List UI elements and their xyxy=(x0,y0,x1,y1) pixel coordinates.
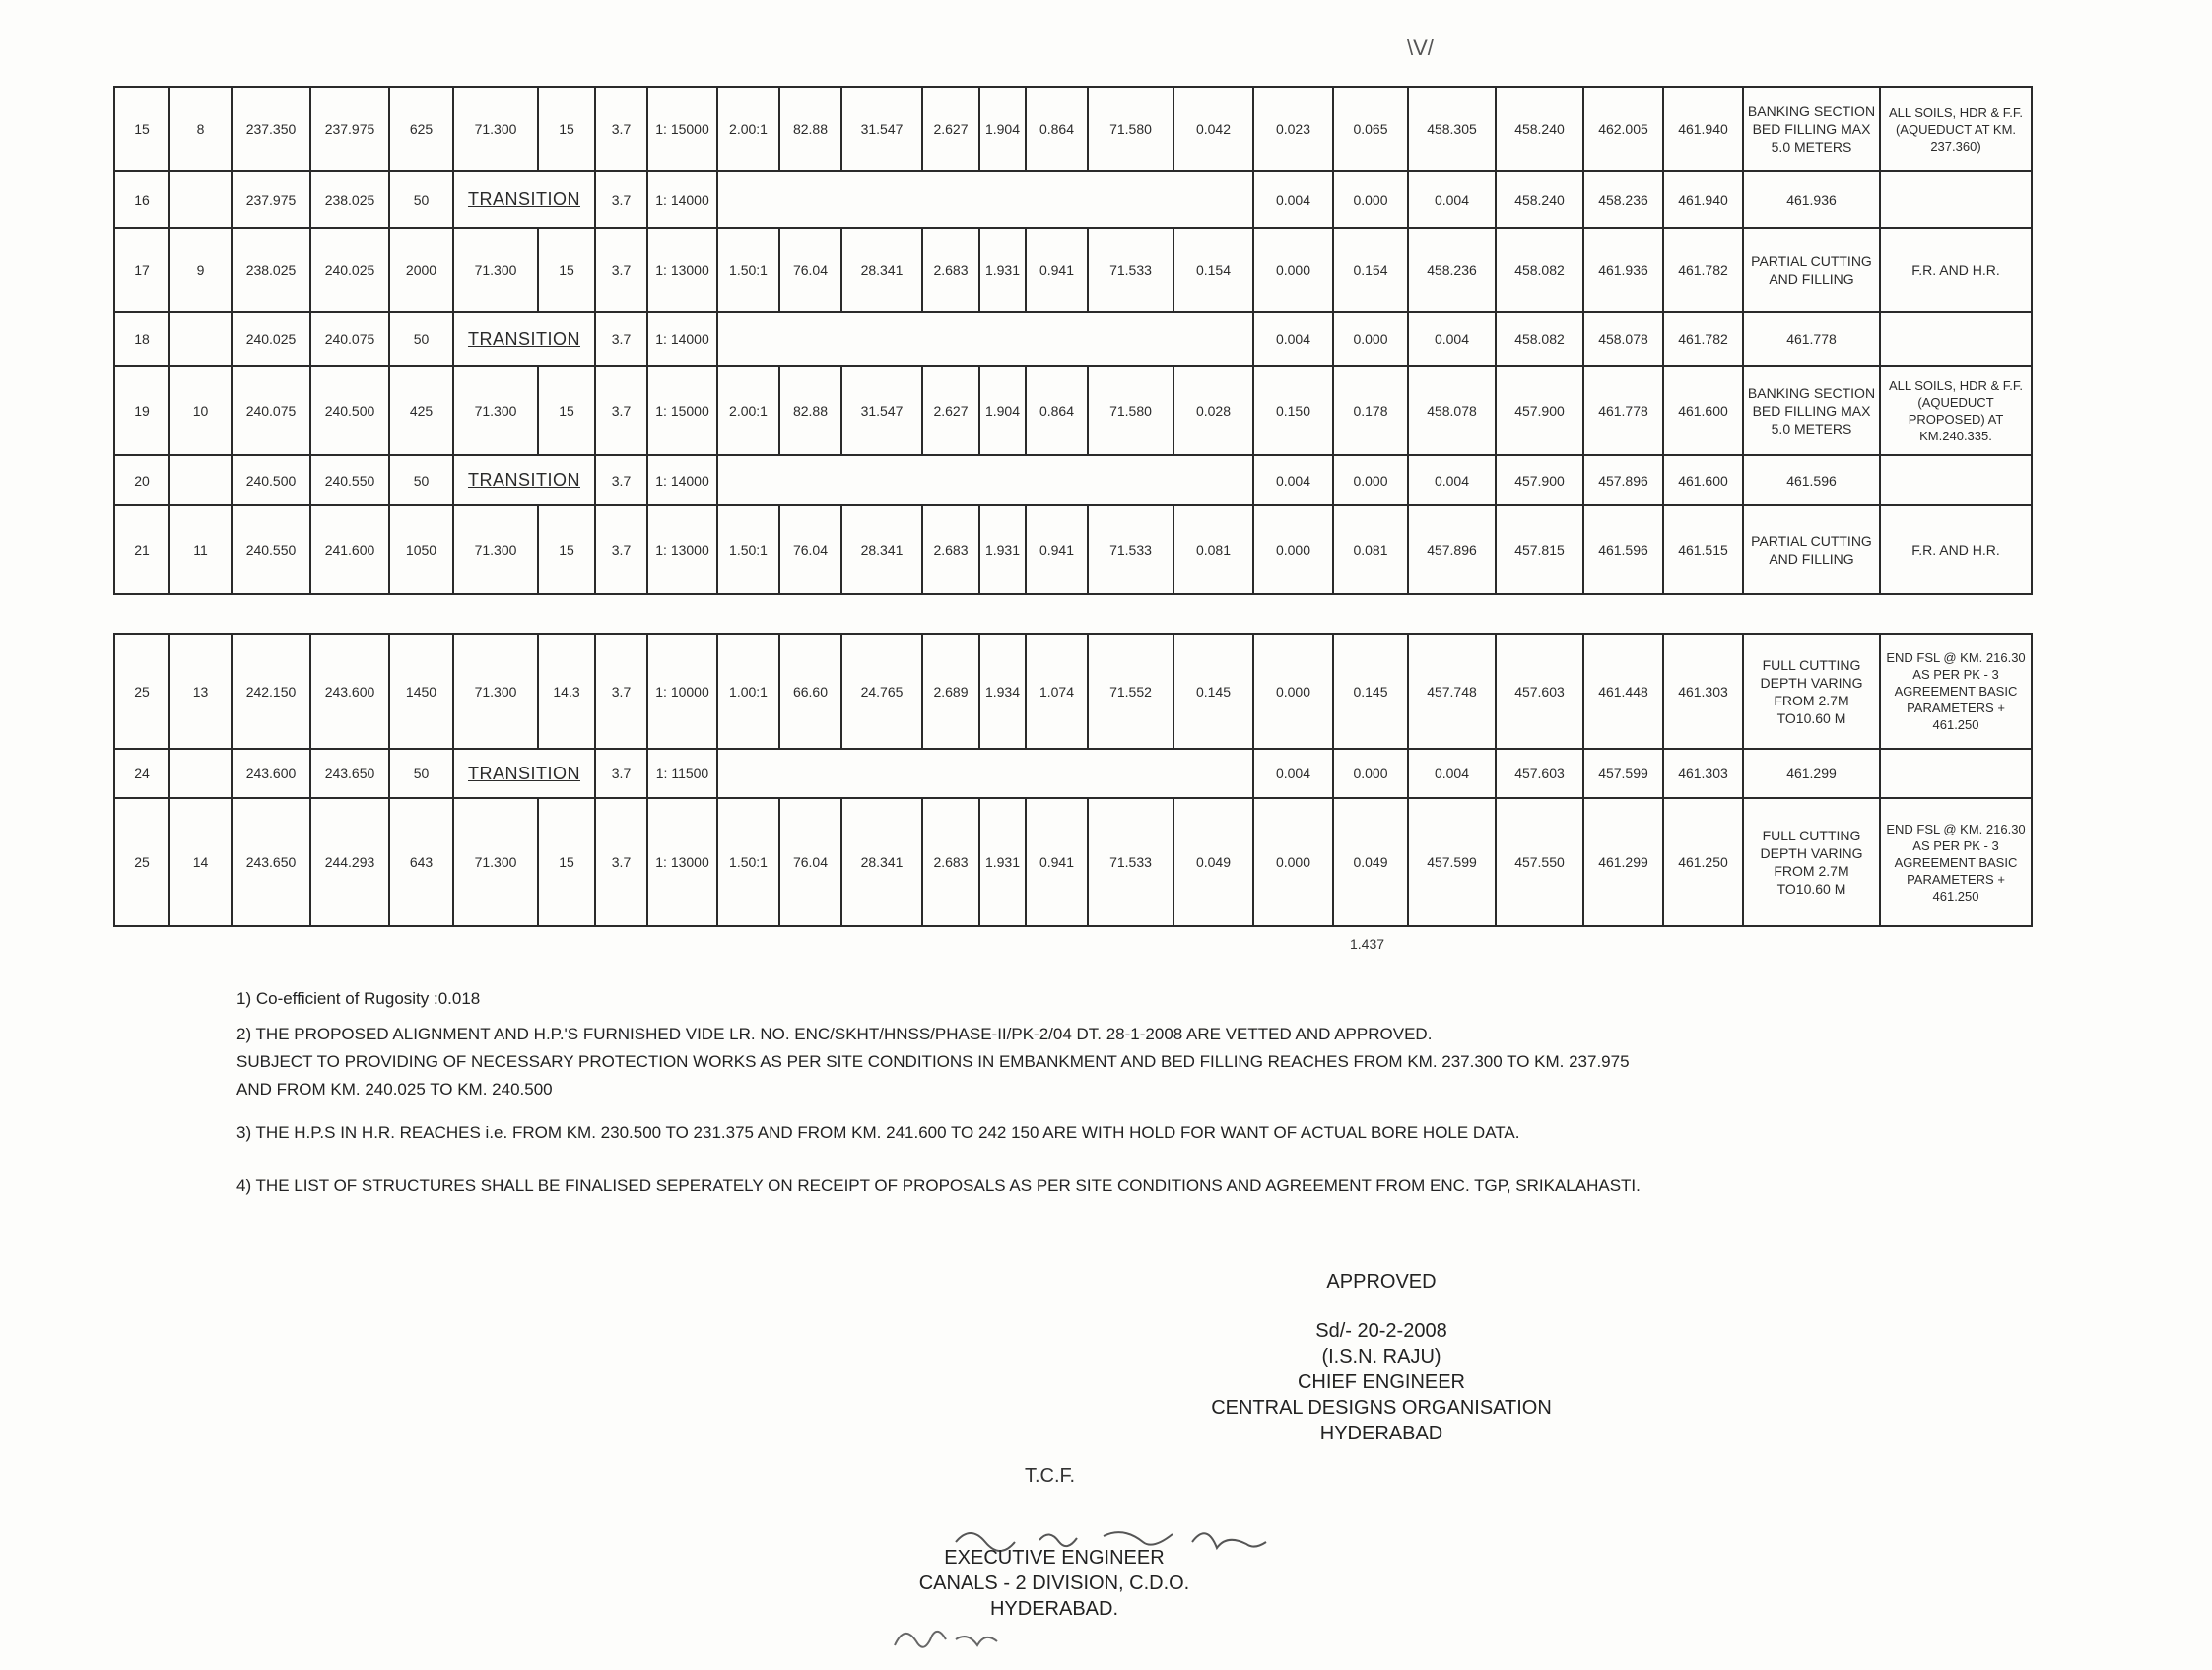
cell-v: 0.864 xyxy=(1026,87,1088,171)
cell-r: 2.627 xyxy=(922,87,979,171)
cell-type_sec: FULL CUTTING DEPTH VARING FROM 2.7M TO10.60 M xyxy=(1743,634,1880,749)
cell-d: 3.7 xyxy=(595,798,647,926)
approval-date: Sd/- 20-2-2008 xyxy=(1315,1320,1447,1342)
transition-row xyxy=(114,312,2032,366)
cell-hl1: 0.004 xyxy=(1253,749,1333,798)
cell-bl1: 458.236 xyxy=(1408,228,1496,312)
cell-from: 240.075 xyxy=(232,366,310,455)
cell-sl: 17 xyxy=(114,228,169,312)
cell-to: 243.600 xyxy=(310,634,389,749)
cell-hl1: 0.004 xyxy=(1253,171,1333,228)
cell-hl2: 0.000 xyxy=(1333,455,1408,505)
cell-r23: 1.904 xyxy=(979,366,1026,455)
cell-d: 3.7 xyxy=(595,87,647,171)
ee-city: HYDERABAD. xyxy=(989,1598,1119,1620)
note-2-cont-2: AND FROM KM. 240.025 TO KM. 240.500 xyxy=(236,1080,553,1099)
cell-remarks: END FSL @ KM. 216.30 AS PER PK - 3 AGREEMENT BASIC PARAMETERS + 461.250 xyxy=(1880,798,2032,926)
cell-fsl2: 461.782 xyxy=(1663,228,1743,312)
note-2: 2) THE PROPOSED ALIGNMENT AND H.P.'S FURNISHED VIDE LR. NO. ENC/SKHT/HNSS/PHASE-II/PK-2/04 DT. 28-1-2008 ARE VETTED AND APPROVED. xyxy=(236,1025,1433,1043)
cell-b: 15 xyxy=(538,87,595,171)
cell-hl2: 0.000 xyxy=(1253,634,1333,749)
transition-row xyxy=(114,171,2032,228)
cell-to: 241.600 xyxy=(310,505,389,594)
cell-type_sec: BANKING SECTION BED FILLING MAX 5.0 METERS xyxy=(1743,87,1880,171)
cell-from: 243.650 xyxy=(232,798,310,926)
cell-ss: 1.50:1 xyxy=(717,228,779,312)
cell-bl1: 457.896 xyxy=(1408,505,1496,594)
cell-len: 643 xyxy=(389,798,453,926)
transition-label: TRANSITION xyxy=(467,189,580,209)
cell-sl: 25 xyxy=(114,634,169,749)
cell-slope: 1: 13000 xyxy=(647,228,717,312)
empty-cell xyxy=(169,455,232,505)
cell-b: 15 xyxy=(538,366,595,455)
cell-qc: 71.533 xyxy=(1088,228,1173,312)
cell-to: 243.650 xyxy=(310,749,389,798)
cell-r: 2.689 xyxy=(922,634,979,749)
cell-ss: 2.00:1 xyxy=(717,87,779,171)
cell-len: 1050 xyxy=(389,505,453,594)
initials-mark xyxy=(887,1616,1025,1660)
page-total: 1.437 xyxy=(1350,936,1385,952)
cell-from: 242.150 xyxy=(232,634,310,749)
transition-label-cell xyxy=(453,312,595,366)
cell-slope: 1: 13000 xyxy=(647,505,717,594)
cell-hlt: 0.154 xyxy=(1333,228,1408,312)
cell-to: 240.025 xyxy=(310,228,389,312)
cell-per: 28.341 xyxy=(841,798,922,926)
cell-reach: 14 xyxy=(169,798,232,926)
cell-to: 244.293 xyxy=(310,798,389,926)
cell-sl: 19 xyxy=(114,366,169,455)
approval-block xyxy=(1204,1269,1559,1446)
cell-fsl1: 461.448 xyxy=(1583,634,1663,749)
cell-len: 625 xyxy=(389,87,453,171)
cell-area: 82.88 xyxy=(779,87,841,171)
cell-reach: 11 xyxy=(169,505,232,594)
cell-remarks: ALL SOILS, HDR & F.F. (AQUEDUCT AT KM. 237.360) xyxy=(1880,87,2032,171)
empty-cell xyxy=(1880,455,2032,505)
cell-bl1: 457.900 xyxy=(1496,455,1583,505)
cell-qc: 71.552 xyxy=(1088,634,1173,749)
cell-sl: 24 xyxy=(114,749,169,798)
cell-bl1: 457.599 xyxy=(1408,798,1496,926)
notes-section xyxy=(236,985,2010,1200)
cell-qc: 71.580 xyxy=(1088,366,1173,455)
cell-fsl2: 461.515 xyxy=(1663,505,1743,594)
table-gap-row xyxy=(114,594,2032,634)
cell-len: 50 xyxy=(389,749,453,798)
table-row xyxy=(114,228,2032,312)
cell-type_sec: PARTIAL CUTTING AND FILLING xyxy=(1743,505,1880,594)
cell-reach: 10 xyxy=(169,366,232,455)
cell-d: 3.7 xyxy=(595,455,647,505)
table-row xyxy=(114,798,2032,926)
cell-fsl1: 461.596 xyxy=(1583,505,1663,594)
cell-slope: 1: 11500 xyxy=(647,749,717,798)
cell-slope: 1: 15000 xyxy=(647,366,717,455)
cell-v: 0.941 xyxy=(1026,798,1088,926)
cell-bl2: 457.900 xyxy=(1496,366,1583,455)
cell-len: 1450 xyxy=(389,634,453,749)
note-1: 1) Co-efficient of Rugosity :0.018 xyxy=(236,989,481,1008)
cell-area: 76.04 xyxy=(779,798,841,926)
cell-from: 237.350 xyxy=(232,87,310,171)
ee-division: CANALS - 2 DIVISION, C.D.O. xyxy=(918,1572,1190,1594)
cell-d: 3.7 xyxy=(595,505,647,594)
cell-hlt: 0.081 xyxy=(1333,505,1408,594)
approver-name: (I.S.N. RAJU) xyxy=(1321,1346,1441,1368)
cell-bl1: 457.603 xyxy=(1496,749,1583,798)
cell-bl2: 458.236 xyxy=(1583,171,1663,228)
cell-per: 24.765 xyxy=(841,634,922,749)
cell-area: 76.04 xyxy=(779,505,841,594)
cell-len: 50 xyxy=(389,312,453,366)
transition-label-cell xyxy=(453,171,595,228)
cell-fsl2: 461.600 xyxy=(1663,366,1743,455)
cell-v: 0.941 xyxy=(1026,505,1088,594)
cell-from: 237.975 xyxy=(232,171,310,228)
cell-hlt: 0.049 xyxy=(1333,798,1408,926)
cell-len: 50 xyxy=(389,171,453,228)
cell-hl1: 0.145 xyxy=(1173,634,1253,749)
executive-engineer-block xyxy=(887,1545,1222,1622)
gap-cell xyxy=(114,594,2032,634)
cell-reach: 13 xyxy=(169,634,232,749)
cell-hl2: 0.000 xyxy=(1333,312,1408,366)
note-4: 4) THE LIST OF STRUCTURES SHALL BE FINALISED SEPERATELY ON RECEIPT OF PROPOSALS AS PER SITE CONDITIONS AND AGREEMENT FROM ENC. TGP, SRIKALAHASTI. xyxy=(236,1176,1641,1195)
cell-per: 28.341 xyxy=(841,505,922,594)
cell-fsl1: 461.299 xyxy=(1583,798,1663,926)
approver-org: CENTRAL DESIGNS ORGANISATION xyxy=(1211,1397,1552,1419)
cell-from: 240.025 xyxy=(232,312,310,366)
empty-cell xyxy=(717,749,1253,798)
note-3: 3) THE H.P.S IN H.R. REACHES i.e. FROM KM. 230.500 TO 231.375 AND FROM KM. 241.600 TO 242 150 ARE WITH HOLD FOR WANT OF ACTUAL BORE HOLE DATA. xyxy=(236,1123,1520,1142)
cell-hlt: 0.065 xyxy=(1333,87,1408,171)
cell-from: 243.600 xyxy=(232,749,310,798)
cell-d: 3.7 xyxy=(595,312,647,366)
cell-hl1: 0.154 xyxy=(1173,228,1253,312)
cell-r: 2.683 xyxy=(922,228,979,312)
cell-sl: 15 xyxy=(114,87,169,171)
cell-qc: 71.533 xyxy=(1088,505,1173,594)
cell-r: 2.627 xyxy=(922,366,979,455)
cell-fsl2: 461.940 xyxy=(1663,87,1743,171)
header-mark: \V/ xyxy=(1407,35,1434,60)
cell-hlt: 0.004 xyxy=(1408,455,1496,505)
cell-r23: 1.931 xyxy=(979,798,1026,926)
cell-hlt: 0.145 xyxy=(1333,634,1408,749)
cell-bl2: 457.896 xyxy=(1583,455,1663,505)
transition-label: TRANSITION xyxy=(467,328,580,349)
cell-bl1: 457.748 xyxy=(1408,634,1496,749)
cell-to: 237.975 xyxy=(310,87,389,171)
cell-r23: 1.931 xyxy=(979,505,1026,594)
transition-label-cell xyxy=(453,455,595,505)
table-row xyxy=(114,87,2032,171)
cell-to: 238.025 xyxy=(310,171,389,228)
cell-hl2: 0.150 xyxy=(1253,366,1333,455)
empty-cell xyxy=(717,312,1253,366)
cell-ss: 1.50:1 xyxy=(717,798,779,926)
cell-b: 14.3 xyxy=(538,634,595,749)
cell-qc: 71.533 xyxy=(1088,798,1173,926)
cell-q: 71.300 xyxy=(453,505,538,594)
cell-ss: 1.00:1 xyxy=(717,634,779,749)
table-row xyxy=(114,505,2032,594)
cell-fsl2: 461.596 xyxy=(1743,455,1880,505)
hydraulic-particulars-table xyxy=(113,86,2033,927)
cell-slope: 1: 14000 xyxy=(647,171,717,228)
cell-fsl1: 461.600 xyxy=(1663,455,1743,505)
cell-q: 71.300 xyxy=(453,798,538,926)
cell-hl1: 0.049 xyxy=(1173,798,1253,926)
cell-fsl2: 461.299 xyxy=(1743,749,1880,798)
cell-remarks: F.R. AND H.R. xyxy=(1880,505,2032,594)
cell-v: 1.074 xyxy=(1026,634,1088,749)
cell-remarks: F.R. AND H.R. xyxy=(1880,228,2032,312)
empty-cell xyxy=(169,312,232,366)
cell-qc: 71.580 xyxy=(1088,87,1173,171)
cell-fsl1: 461.303 xyxy=(1663,749,1743,798)
approved-title: APPROVED xyxy=(1326,1271,1437,1293)
cell-r23: 1.904 xyxy=(979,87,1026,171)
cell-type_sec: PARTIAL CUTTING AND FILLING xyxy=(1743,228,1880,312)
empty-cell xyxy=(717,455,1253,505)
cell-r: 2.683 xyxy=(922,798,979,926)
empty-cell xyxy=(169,749,232,798)
cell-to: 240.075 xyxy=(310,312,389,366)
empty-cell xyxy=(1880,171,2032,228)
cell-hl1: 0.042 xyxy=(1173,87,1253,171)
cell-fsl1: 461.778 xyxy=(1583,366,1663,455)
cell-per: 28.341 xyxy=(841,228,922,312)
cell-sl: 20 xyxy=(114,455,169,505)
transition-label: TRANSITION xyxy=(467,470,580,490)
cell-fsl2: 461.303 xyxy=(1663,634,1743,749)
cell-type_sec: BANKING SECTION BED FILLING MAX 5.0 METERS xyxy=(1743,366,1880,455)
cell-r23: 1.934 xyxy=(979,634,1026,749)
cell-slope: 1: 14000 xyxy=(647,312,717,366)
cell-per: 31.547 xyxy=(841,366,922,455)
cell-bl2: 457.599 xyxy=(1583,749,1663,798)
cell-area: 82.88 xyxy=(779,366,841,455)
cell-fsl1: 461.940 xyxy=(1663,171,1743,228)
cell-hlt: 0.178 xyxy=(1333,366,1408,455)
cell-bl2: 458.078 xyxy=(1583,312,1663,366)
cell-fsl1: 462.005 xyxy=(1583,87,1663,171)
transition-label: TRANSITION xyxy=(467,763,580,783)
cell-from: 240.500 xyxy=(232,455,310,505)
cell-hlt: 0.004 xyxy=(1408,749,1496,798)
cell-fsl2: 461.936 xyxy=(1743,171,1880,228)
table-row xyxy=(114,366,2032,455)
cell-area: 66.60 xyxy=(779,634,841,749)
ee-designation: EXECUTIVE ENGINEER xyxy=(944,1547,1165,1569)
cell-from: 240.550 xyxy=(232,505,310,594)
cell-slope: 1: 10000 xyxy=(647,634,717,749)
cell-from: 238.025 xyxy=(232,228,310,312)
cell-slope: 1: 13000 xyxy=(647,798,717,926)
empty-cell xyxy=(1880,312,2032,366)
cell-len: 2000 xyxy=(389,228,453,312)
cell-sl: 18 xyxy=(114,312,169,366)
cell-ss: 2.00:1 xyxy=(717,366,779,455)
cell-sl: 25 xyxy=(114,798,169,926)
cell-hl1: 0.028 xyxy=(1173,366,1253,455)
cell-hl1: 0.081 xyxy=(1173,505,1253,594)
cell-d: 3.7 xyxy=(595,749,647,798)
cell-v: 0.941 xyxy=(1026,228,1088,312)
cell-q: 71.300 xyxy=(453,366,538,455)
cell-bl1: 458.240 xyxy=(1496,171,1583,228)
cell-sl: 16 xyxy=(114,171,169,228)
cell-b: 15 xyxy=(538,228,595,312)
cell-bl1: 458.305 xyxy=(1408,87,1496,171)
cell-hl1: 0.004 xyxy=(1253,455,1333,505)
cell-hl2: 0.023 xyxy=(1253,87,1333,171)
cell-bl2: 457.550 xyxy=(1496,798,1583,926)
cell-reach: 8 xyxy=(169,87,232,171)
cell-d: 3.7 xyxy=(595,634,647,749)
cell-per: 31.547 xyxy=(841,87,922,171)
cell-len: 50 xyxy=(389,455,453,505)
cell-bl2: 457.815 xyxy=(1496,505,1583,594)
cell-q: 71.300 xyxy=(453,87,538,171)
cell-q: 71.300 xyxy=(453,228,538,312)
cell-bl1: 458.078 xyxy=(1408,366,1496,455)
cell-bl2: 458.240 xyxy=(1496,87,1583,171)
empty-cell xyxy=(717,171,1253,228)
cell-d: 3.7 xyxy=(595,228,647,312)
cell-hlt: 0.004 xyxy=(1408,171,1496,228)
cell-len: 425 xyxy=(389,366,453,455)
cell-remarks: ALL SOILS, HDR & F.F. (AQUEDUCT PROPOSED) AT KM.240.335. xyxy=(1880,366,2032,455)
approver-designation: CHIEF ENGINEER xyxy=(1297,1371,1466,1393)
cell-hl2: 0.000 xyxy=(1253,228,1333,312)
cell-slope: 1: 14000 xyxy=(647,455,717,505)
cell-sl: 21 xyxy=(114,505,169,594)
cell-to: 240.500 xyxy=(310,366,389,455)
table-row xyxy=(114,634,2032,749)
transition-row xyxy=(114,749,2032,798)
empty-cell xyxy=(1880,749,2032,798)
cell-reach: 9 xyxy=(169,228,232,312)
cell-fsl1: 461.936 xyxy=(1583,228,1663,312)
cell-b: 15 xyxy=(538,505,595,594)
cell-v: 0.864 xyxy=(1026,366,1088,455)
cell-fsl1: 461.782 xyxy=(1663,312,1743,366)
cell-r23: 1.931 xyxy=(979,228,1026,312)
cell-d: 3.7 xyxy=(595,366,647,455)
note-2-cont-1: SUBJECT TO PROVIDING OF NECESSARY PROTECTION WORKS AS PER SITE CONDITIONS IN EMBANKMENT AND BED FILLING REACHES FROM KM. 237.300 TO KM. 237.975 xyxy=(236,1052,1630,1071)
cell-q: 71.300 xyxy=(453,634,538,749)
transition-label-cell xyxy=(453,749,595,798)
cell-hl2: 0.000 xyxy=(1333,171,1408,228)
cell-ss: 1.50:1 xyxy=(717,505,779,594)
tcf-label: T.C.F. xyxy=(1025,1465,1076,1487)
cell-r: 2.683 xyxy=(922,505,979,594)
cell-remarks: END FSL @ KM. 216.30 AS PER PK - 3 AGREEMENT BASIC PARAMETERS + 461.250 xyxy=(1880,634,2032,749)
cell-hl2: 0.000 xyxy=(1253,798,1333,926)
cell-hl2: 0.000 xyxy=(1253,505,1333,594)
cell-hlt: 0.004 xyxy=(1408,312,1496,366)
cell-b: 15 xyxy=(538,798,595,926)
cell-area: 76.04 xyxy=(779,228,841,312)
cell-type_sec: FULL CUTTING DEPTH VARING FROM 2.7M TO10.60 M xyxy=(1743,798,1880,926)
transition-row xyxy=(114,455,2032,505)
cell-hl1: 0.004 xyxy=(1253,312,1333,366)
cell-fsl2: 461.250 xyxy=(1663,798,1743,926)
cell-d: 3.7 xyxy=(595,171,647,228)
cell-to: 240.550 xyxy=(310,455,389,505)
cell-hl2: 0.000 xyxy=(1333,749,1408,798)
cell-fsl2: 461.778 xyxy=(1743,312,1880,366)
cell-bl2: 458.082 xyxy=(1496,228,1583,312)
cell-bl1: 458.082 xyxy=(1496,312,1583,366)
cell-bl2: 457.603 xyxy=(1496,634,1583,749)
empty-cell xyxy=(169,171,232,228)
cell-slope: 1: 15000 xyxy=(647,87,717,171)
approver-city: HYDERABAD xyxy=(1319,1423,1443,1444)
